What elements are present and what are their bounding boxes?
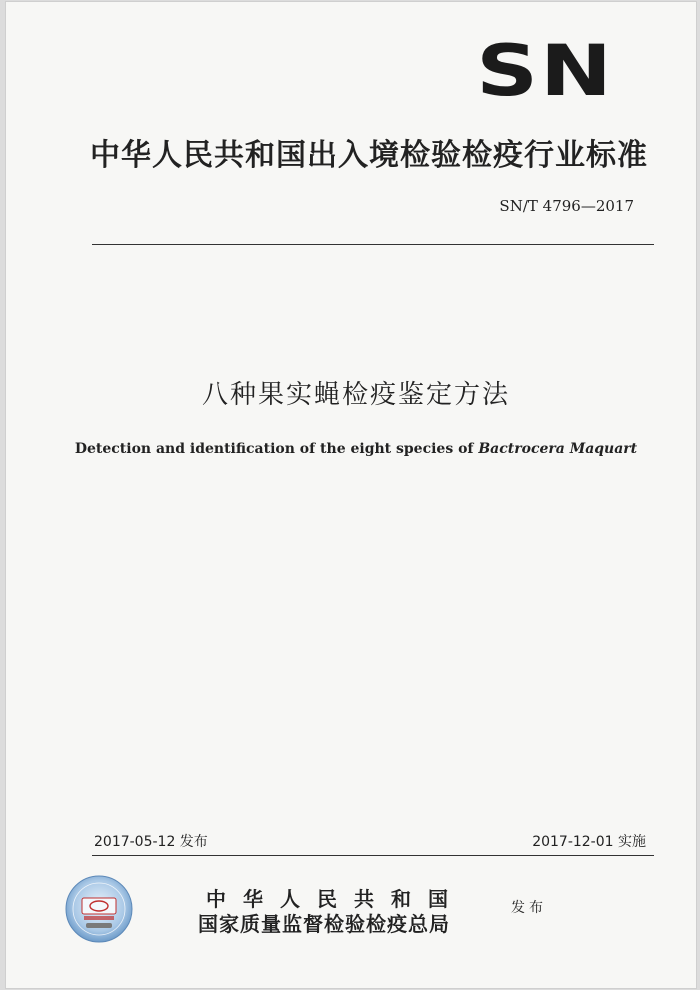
- title-chinese: 八种果实蝇检疫鉴定方法: [201, 380, 510, 410]
- title-english: [6, 441, 700, 457]
- bottom-divider: [92, 855, 654, 856]
- standard-code: SN/T 4796—2017: [499, 197, 634, 215]
- sn-logo: SN: [476, 30, 614, 113]
- publish-label: 发布: [511, 900, 547, 916]
- publish-date: 2017-05-12 发布: [94, 834, 208, 850]
- issuer-line-2: 国家质量监督检验检疫总局: [198, 912, 450, 936]
- title-english-italic: Bactrocera Maquart: [478, 441, 638, 457]
- document-page: [6, 2, 696, 988]
- anti-counterfeit-seal-icon: [64, 874, 134, 944]
- top-divider: [92, 244, 654, 245]
- title-english-text: Detection and identification of the eight species of: [74, 441, 479, 457]
- organization-title: 中华人民共和国出入境检验检疫行业标准: [90, 138, 648, 173]
- issuer-line-1: 中华人民共和国: [206, 887, 465, 911]
- effective-date: 2017-12-01 实施: [532, 834, 646, 850]
